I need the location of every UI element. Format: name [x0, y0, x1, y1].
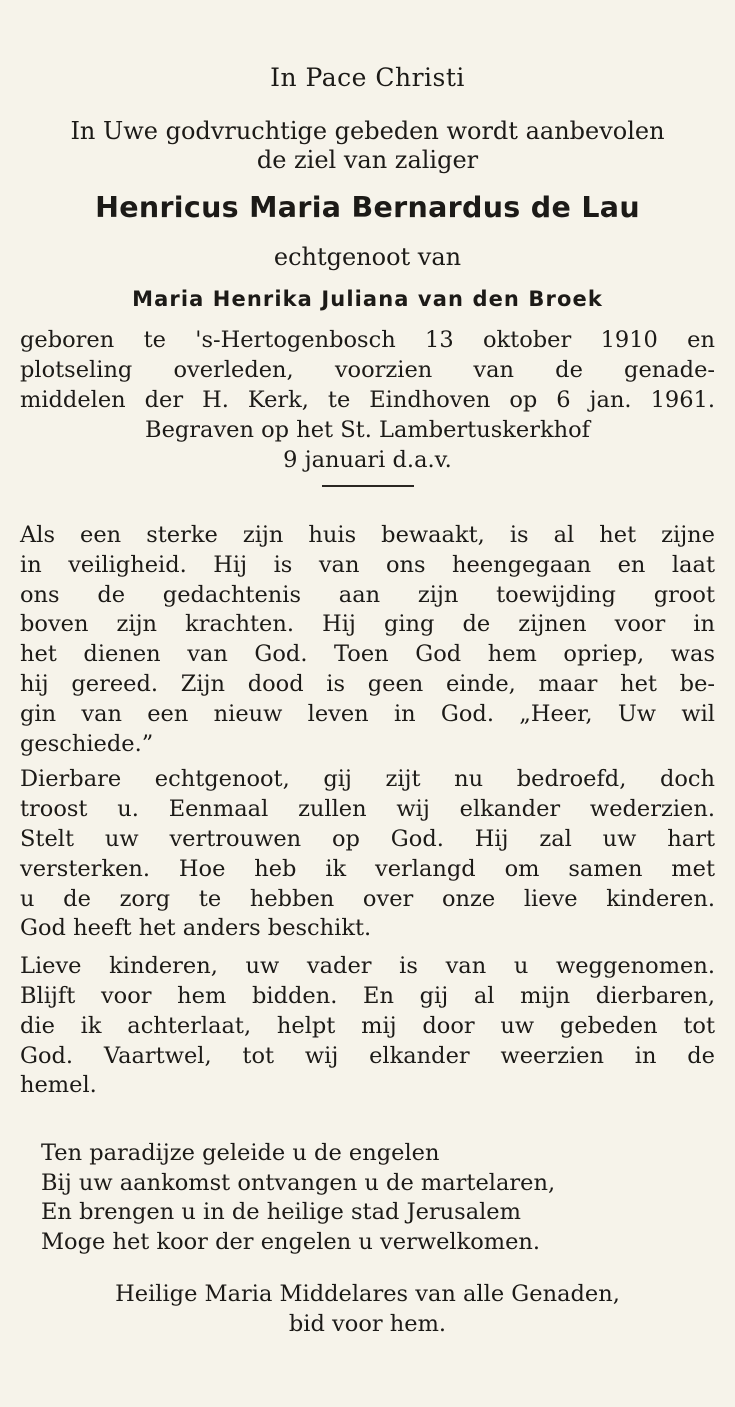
- paragraph-line: ons de gedachtenis aan zijn toewijding groot: [20, 581, 715, 608]
- prayer-line: Bij uw aankomst ontvangen u de martelaren,: [41, 1169, 556, 1196]
- facts-line: geboren te 's-Hertogenbosch 13 oktober 1910 en: [20, 327, 715, 353]
- closing-invocation: [20, 1279, 715, 1339]
- divider-rule: [322, 485, 414, 487]
- paragraph-line: Als een sterke zijn huis bewaakt, is al het zijne: [20, 522, 715, 548]
- paragraph-line: u de zorg te hebben over onze lieve kinderen.: [20, 885, 715, 912]
- closing-line: Heilige Maria Middelares van alle Genaden,: [115, 1281, 620, 1308]
- closing-line: bid voor hem.: [288, 1311, 447, 1338]
- card-heading: In Pace Christi: [270, 63, 465, 92]
- paragraph-line: versterken. Hoe heb ik verlangd om samen met: [20, 855, 715, 882]
- recommendation-line: In Uwe godvruchtige gebeden wordt aanbevolen: [70, 117, 665, 145]
- prayer-line: En brengen u in de heilige stad Jerusalem: [41, 1199, 521, 1226]
- paragraph-line: geschiede.”: [20, 730, 154, 757]
- facts-line: middelen der H. Kerk, te Eindhoven op 6 jan. 1961.: [20, 387, 715, 413]
- paragraph-line: in veiligheid. Hij is van ons heengegaan en laat: [20, 551, 715, 578]
- paragraph-line: boven zijn krachten. Hij ging de zijnen voor in: [20, 611, 715, 638]
- prayer-line: Ten paradijze geleide u de engelen: [41, 1140, 440, 1167]
- paragraph-line: God. Vaartwel, tot wij elkander weerzien in de: [20, 1042, 715, 1069]
- recommendation-text: [20, 117, 715, 175]
- facts-line: Begraven op het St. Lambertuskerkhof: [145, 417, 590, 443]
- paragraph-line: hemel.: [20, 1072, 97, 1099]
- paragraph-line: het dienen van God. Toen God hem opriep, was: [20, 641, 715, 668]
- spouse-label: echtgenoot van: [273, 243, 462, 271]
- paragraph-line: die ik achterlaat, helpt mij door uw gebeden tot: [20, 1012, 715, 1039]
- paragraph-line: Dierbare echtgenoot, gij zijt nu bedroefd, doch: [20, 766, 715, 793]
- paragraph-line: God heeft het anders beschikt.: [20, 915, 372, 942]
- life-facts: [20, 325, 715, 475]
- facts-line: 9 januari d.a.v.: [283, 447, 452, 473]
- paragraph-line: troost u. Eenmaal zullen wij elkander wederzien.: [20, 796, 715, 823]
- spouse-name: Maria Henrika Juliana van den Broek: [132, 287, 603, 311]
- paragraph-farewell: [20, 521, 715, 759]
- paragraph-line: hij gereed. Zijn dood is geen einde, maar het be-: [20, 670, 715, 697]
- paragraph-line: Stelt uw vertrouwen op God. Hij zal uw hart: [20, 825, 715, 852]
- facts-line: plotseling overleden, voorzien van de genade-: [20, 357, 715, 383]
- paragraph-line: Lieve kinderen, uw vader is van u weggenomen.: [20, 953, 715, 980]
- recommendation-line: de ziel van zaliger: [256, 146, 479, 174]
- deceased-name: Henricus Maria Bernardus de Lau: [95, 191, 640, 224]
- paragraph-line: gin van een nieuw leven in God. „Heer, Uw wil: [20, 700, 715, 727]
- paragraph-children: [20, 952, 715, 1101]
- paragraph-line: Blijft voor hem bidden. En gij al mijn dierbaren,: [20, 982, 715, 1009]
- prayer-line: Moge het koor der engelen u verwelkomen.: [41, 1228, 541, 1255]
- prayer-verse: [20, 1139, 715, 1257]
- paragraph-spouse: [20, 765, 715, 944]
